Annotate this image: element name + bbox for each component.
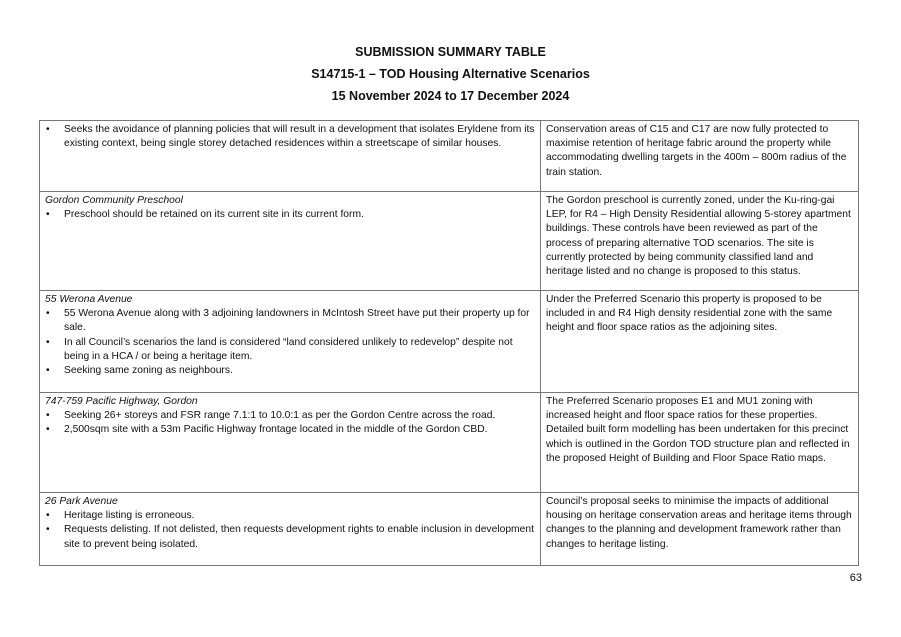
table-row — [40, 121, 859, 192]
submission-bullets — [45, 509, 535, 552]
bullet-item: • Seeking same zoning as neighbours. — [45, 364, 535, 378]
table-row — [40, 291, 859, 393]
submission-heading: 55 Werona Avenue — [45, 294, 133, 305]
response-cell: Under the Preferred Scenario this property is proposed to be included in and R4 High density residential zone with the same height and floor space ratios as the adjoining sites. — [541, 291, 859, 393]
bullet-item: • Seeks the avoidance of planning policies that will result in a development that isolates Eryldene from its existing context, being single storey detached residences within a streetscape of similar houses. — [45, 123, 535, 151]
submission-cell — [40, 192, 541, 291]
bullet-item: • In all Council’s scenarios the land is considered “land considered unlikely to redevelop” despite not being in a HCA / or being a heritage item. — [45, 336, 535, 364]
document-title-block — [0, 42, 901, 108]
bullet-item: • Seeking 26+ storeys and FSR range 7.1:1 to 10.0:1 as per the Gordon Centre across the road. — [45, 409, 535, 423]
submission-bullets — [45, 307, 535, 378]
submission-cell — [40, 121, 541, 192]
document-title: SUBMISSION SUMMARY TABLE — [355, 45, 546, 59]
submission-bullets — [45, 409, 535, 437]
response-cell: Conservation areas of C15 and C17 are now fully protected to maximise retention of heritage fabric around the property while accommodating dwelling targets in the 400m – 800m radius of the train station. — [541, 121, 859, 192]
bullet-item: • Requests delisting. If not delisted, then requests development rights to enable inclusion in development site to prevent being isolated. — [45, 523, 535, 551]
page-number: 63 — [849, 572, 862, 584]
bullet-item: • 55 Werona Avenue along with 3 adjoining landowners in McIntosh Street have put their property up for sale. — [45, 307, 535, 335]
document-subtitle: S14715-1 – TOD Housing Alternative Scenarios — [311, 67, 590, 81]
submission-heading: 26 Park Avenue — [45, 496, 118, 507]
response-cell: The Gordon preschool is currently zoned, under the Ku-ring-gai LEP, for R4 – High Density Residential allowing 5-storey apartment buildings. These controls have been reviewed as part of the process of preparing alternative TOD scenarios. The site is currently protected by being community classified land and heritage listed and no change is proposed to this status. — [541, 192, 859, 291]
submission-bullets — [45, 123, 535, 151]
table-row — [40, 393, 859, 493]
bullet-item: • Heritage listing is erroneous. — [45, 509, 535, 523]
submission-bullets — [45, 208, 535, 222]
table-row — [40, 192, 859, 291]
submission-cell — [40, 291, 541, 393]
submission-heading: Gordon Community Preschool — [45, 195, 183, 206]
bullet-item: • Preschool should be retained on its current site in its current form. — [45, 208, 535, 222]
submission-summary-table — [39, 120, 859, 566]
submission-heading: 747-759 Pacific Highway, Gordon — [45, 396, 198, 407]
submission-cell — [40, 393, 541, 493]
response-cell: The Preferred Scenario proposes E1 and MU1 zoning with increased height and floor space ratios for these properties. Detailed built form modelling has been undertaken for this precinct which is outlined in the Gordon TOD structure plan and reflected in the proposed Height of Building and Floor Space Ratio maps. — [541, 393, 859, 493]
table-row — [40, 493, 859, 566]
document-date-range: 15 November 2024 to 17 December 2024 — [331, 89, 570, 103]
bullet-item: • 2,500sqm site with a 53m Pacific Highway frontage located in the middle of the Gordon CBD. — [45, 423, 535, 437]
submission-cell — [40, 493, 541, 566]
response-cell: Council’s proposal seeks to minimise the impacts of additional housing on heritage conservation areas and heritage items through changes to the planning and development framework rather than changes to heritage listing. — [541, 493, 859, 566]
